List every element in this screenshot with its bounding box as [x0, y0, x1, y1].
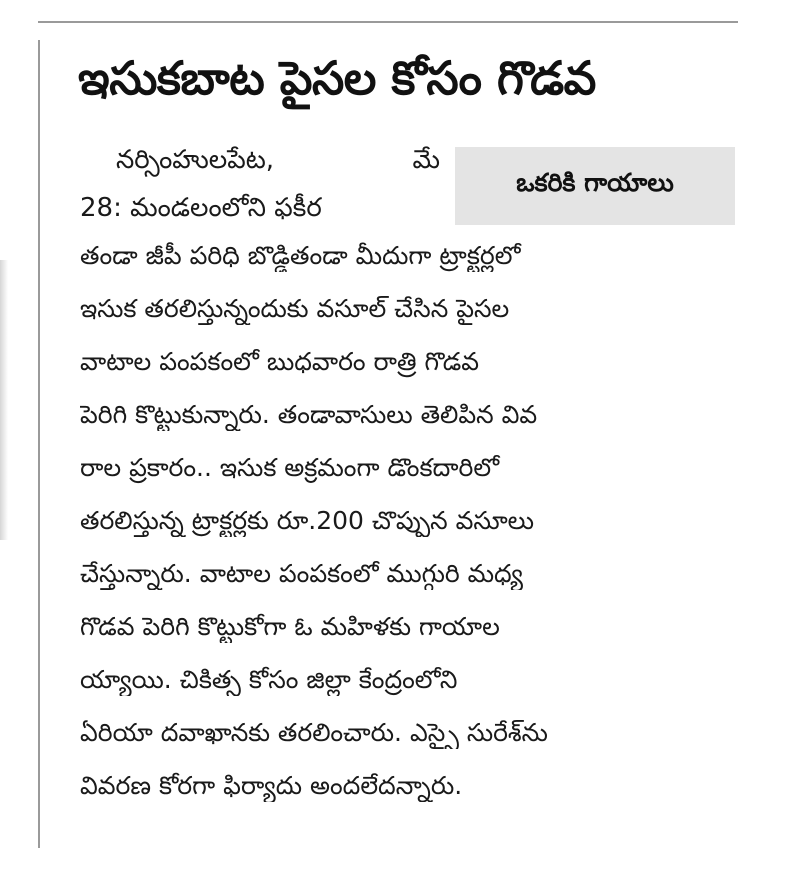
- dateline: [80, 144, 440, 176]
- body-line: ఏరియా దవాఖానకు తరలించారు. ఎస్సై సురేశ్‌ను: [80, 718, 548, 747]
- body-line: తండా జీపీ పరిధి బొడ్డితండా మీదుగా ట్రాక్టర్లలో: [80, 241, 521, 270]
- body-line: చేస్తున్నారు. వాటాల పంపకంలో ముగ్గురి మధ్య: [80, 559, 523, 588]
- body-line: రాల ప్రకారం.. ఇసుక అక్రమంగా డొంకదారిలో: [80, 453, 500, 482]
- top-divider: [38, 21, 738, 23]
- article-headline: ఇసుకబాట పైసల కోసం గొడవ: [78, 51, 596, 105]
- article-subheadline: ఒకరికి గాయాలు: [516, 168, 674, 197]
- subheadline-box: [455, 147, 735, 225]
- body-line: వివరణ కోరగా ఫిర్యాదు అందలేదన్నారు.: [80, 771, 463, 800]
- dateline-place: నర్సింహులపేట,: [116, 145, 275, 175]
- body-line: గొడవ పెరిగి కొట్టుకోగా ఓ మహిళకు గాయాల: [80, 612, 500, 641]
- body-line: య్యాయి. చికిత్స కోసం జిల్లా కేంద్రంలోని: [80, 665, 458, 694]
- body-line: వాటాల పంపకంలో బుధవారం రాత్రి గొడవ: [80, 347, 479, 376]
- body-line: పెరిగి కొట్టుకున్నారు. తండావాసులు తెలిపిన వివ: [80, 400, 538, 429]
- column-divider: [38, 40, 40, 848]
- dateline-month: మే: [412, 145, 440, 175]
- lead-line: 28: మండలంలోని ఫకీర: [80, 193, 322, 223]
- page-edge-shadow: [0, 260, 8, 540]
- body-line: తరలిస్తున్న ట్రాక్టర్లకు రూ.200 చొప్పున వసూలు: [80, 506, 535, 535]
- body-line: ఇసుక తరలిస్తున్నందుకు వసూల్ చేసిన పైసల: [80, 294, 510, 323]
